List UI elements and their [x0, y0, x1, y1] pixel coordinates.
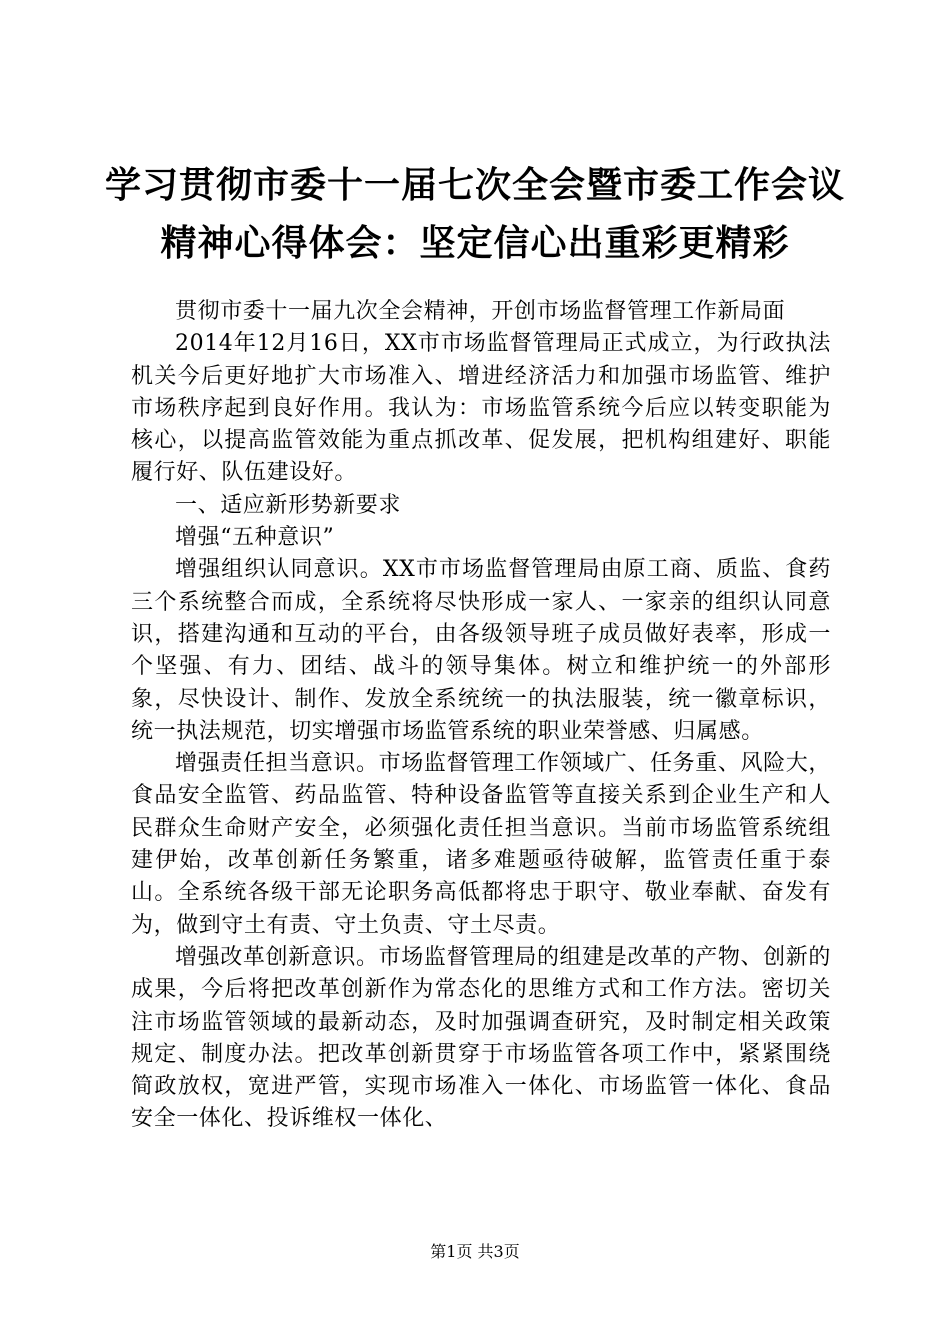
paragraph: 增强组织认同意识。XX市市场监督管理局由原工商、质监、食药三个系统整合而成，全系统将尽快形成一家人、一家亲的组织认同意识，搭建沟通和互动的平台，由各级领导班子成员做好表率，形成一个坚强、有力、团结、战斗的领导集体。树立和维护统一的外部形象，尽快设计、制作、发放全系统统一的执法服装，统一徽章标识，统一执法规范，切实增强市场监管系统的职业荣誉感、归属感。 [131, 557, 831, 744]
section-heading: 一、适应新形势新要求 [175, 492, 402, 518]
document-title-line-2: 精神心得体会：坚定信心出重彩更精彩 [160, 223, 790, 264]
paragraph: 增强改革创新意识。市场监督管理局的组建是改革的产物、创新的成果，今后将把改革创新作为常态化的思维方式和工作方法。密切关注市场监管领域的最新动态，及时加强调查研究，及时制定相关政策规定、制度办法。把改革创新贯穿于市场监管各项工作中，紧紧围绕简政放权，宽进严管，实现市场准入一体化、市场监管一体化、食品安全一体化、投诉维权一体化、 [131, 944, 831, 1132]
subsection-heading: 增强“五种意识” [175, 525, 335, 551]
document-body [131, 296, 831, 1136]
document-title-line-1: 学习贯彻市委十一届七次全会暨市委工作会议 [104, 165, 845, 206]
page-number-footer: 第1页 共3页 [430, 1242, 520, 1261]
paragraph: 2014年12月16日，XX市市场监督管理局正式成立，为行政执法机关今后更好地扩大市场准入、增进经济活力和加强市场监管、维护市场秩序起到良好作用。我认为：市场监管系统今后应以转变职能为核心，以提高监管效能为重点抓改革、促发展，把机构组建好、职能履行好、队伍建设好。 [131, 331, 831, 486]
paragraph: 贯彻市委十一届九次全会精神，开创市场监督管理工作新局面 [175, 299, 786, 324]
paragraph: 增强责任担当意识。市场监督管理工作领域广、任务重、风险大，食品安全监管、药品监管、特种设备监管等直接关系到企业生产和人民群众生命财产安全，必须强化责任担当意识。当前市场监管系统组建伊始，改革创新任务繁重，诸多难题亟待破解，监管责任重于泰山。全系统各级干部无论职务高低都将忠于职守、敬业奉献、奋发有为，做到守土有责、守土负责、守土尽责。 [131, 751, 831, 938]
